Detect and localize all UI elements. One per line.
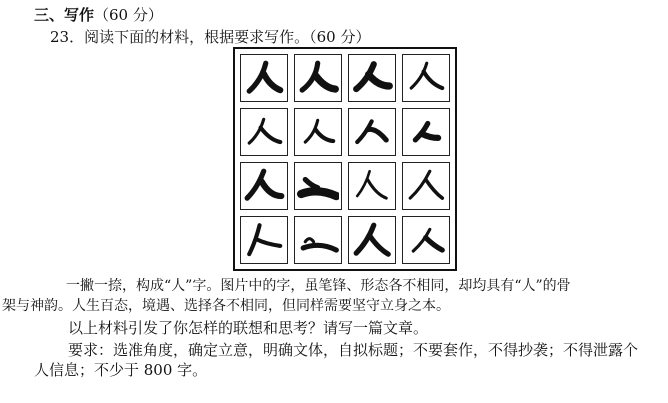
ren-character-image xyxy=(351,57,392,98)
ren-character-image xyxy=(351,219,392,260)
ren-character-image xyxy=(351,111,392,152)
ren-character-image xyxy=(405,57,446,98)
calligraphy-image-grid xyxy=(233,47,457,271)
calligraphy-cell xyxy=(240,216,288,264)
ren-character-image xyxy=(243,57,284,98)
ren-character-image xyxy=(297,111,338,152)
calligraphy-cell xyxy=(402,108,450,156)
calligraphy-cell xyxy=(402,216,450,264)
ren-character-image xyxy=(243,219,284,260)
calligraphy-cell xyxy=(348,54,396,102)
calligraphy-cell xyxy=(294,108,342,156)
calligraphy-cell xyxy=(240,108,288,156)
ren-character-image xyxy=(297,57,338,98)
requirements-line-2: 人信息；不少于 800 字。 xyxy=(34,361,208,379)
ren-character-image xyxy=(243,165,284,206)
calligraphy-cell xyxy=(294,162,342,210)
material-line-1: 一撇一捺，构成“人”字。图片中的字，虽笔锋、形态各不相同，却均具有“人”的骨 xyxy=(66,278,571,294)
material-paragraph xyxy=(2,276,634,316)
calligraphy-cell xyxy=(294,216,342,264)
section-heading xyxy=(34,4,163,25)
section-number-label: 三、写作 xyxy=(34,6,95,24)
ren-character-image xyxy=(297,165,338,206)
ren-character-image xyxy=(243,111,284,152)
calligraphy-cell xyxy=(240,162,288,210)
ren-character-image xyxy=(351,165,392,206)
material-line-2: 架与神韵。人生百态，境遇、选择各不相同，但同样需要坚守立身之本。 xyxy=(2,298,450,314)
requirements-line-1: 要求：选准角度，确定立意，明确文体，自拟标题；不要套作，不得抄袭；不得泄露个 xyxy=(68,341,639,359)
calligraphy-cell xyxy=(348,216,396,264)
writing-prompt: 以上材料引发了你怎样的联想和思考？请写一篇文章。 xyxy=(68,319,429,337)
section-points: （60 分） xyxy=(94,6,163,24)
calligraphy-cell xyxy=(294,54,342,102)
ren-character-image xyxy=(405,111,446,152)
calligraphy-cell xyxy=(402,54,450,102)
calligraphy-cell xyxy=(240,54,288,102)
ren-character-image xyxy=(405,219,446,260)
calligraphy-cell xyxy=(348,108,396,156)
calligraphy-cell xyxy=(402,162,450,210)
ren-character-image xyxy=(297,219,338,260)
calligraphy-cell xyxy=(348,162,396,210)
ren-character-image xyxy=(405,165,446,206)
question-prompt: 23．阅读下面的材料，根据要求写作。（60 分） xyxy=(50,28,371,46)
